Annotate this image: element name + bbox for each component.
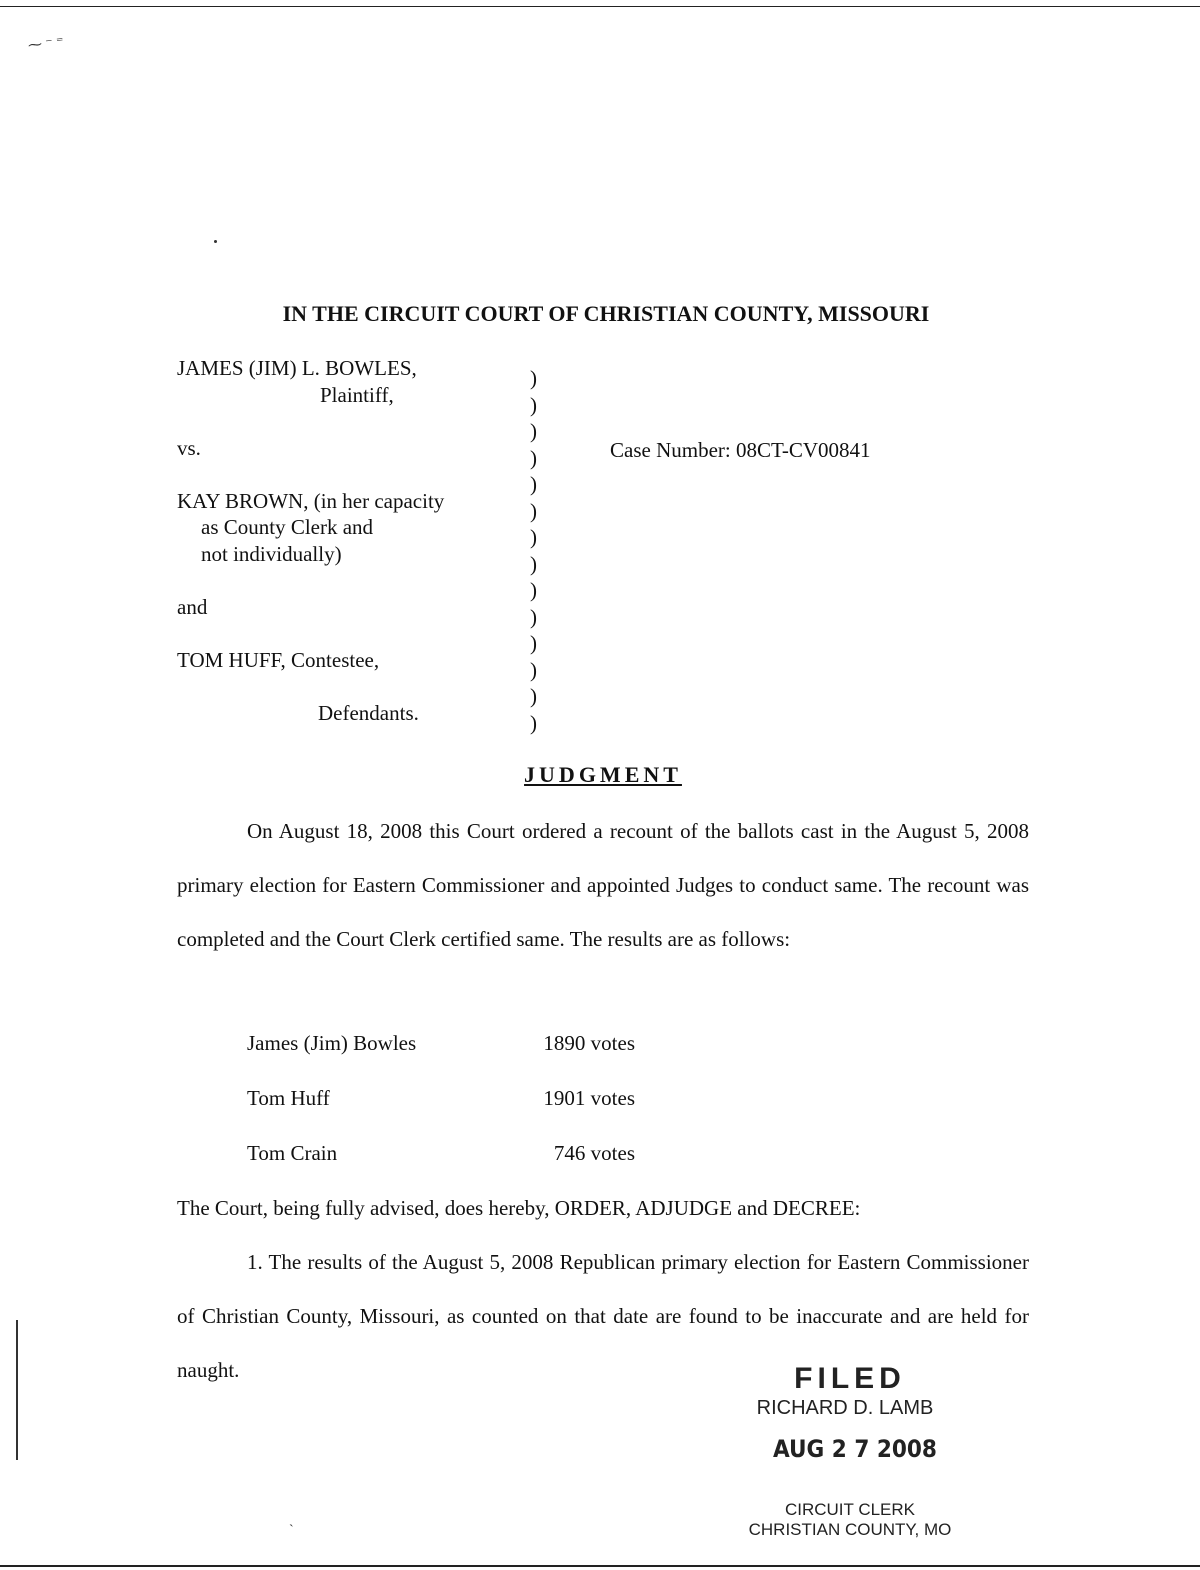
paren: ) [530, 604, 537, 629]
defendant1-line2: as County Clerk and [201, 515, 374, 539]
defendant2-name: TOM HUFF, Contestee, [177, 647, 380, 672]
conjunction: and [177, 594, 208, 619]
defendant1-line3: not individually) [201, 541, 342, 566]
paren: ) [530, 657, 537, 682]
scan-edge-top [0, 6, 1200, 7]
spacer [177, 620, 517, 647]
filed-stamp-clerk-name: RICHARD D. LAMB [756, 1397, 934, 1419]
filed-stamp-label: FILED [794, 1362, 906, 1395]
caption-parentheses [530, 365, 537, 736]
scan-edge-left [16, 1320, 18, 1460]
scan-speck [214, 240, 217, 243]
filed-stamp-clerk-title [730, 1500, 970, 1540]
court-heading: IN THE CIRCUIT COURT OF CHRISTIAN COUNTY, MISSOURI [282, 301, 930, 326]
order-intro: The Court, being fully advised, does hereby, ORDER, ADJUDGE and DECREE: [177, 1196, 861, 1220]
candidate-name: Tom Huff [247, 1086, 330, 1110]
versus-label: vs. [177, 435, 201, 460]
document-title: JUDGMENT [524, 762, 682, 787]
spacer [177, 461, 517, 488]
paren: ) [530, 472, 537, 496]
filed-stamp-date: AUG 2 7 2008 [773, 1435, 937, 1463]
paren: ) [530, 631, 537, 655]
scan-mark: ˋ [289, 1523, 294, 1538]
candidate-name: Tom Crain [247, 1141, 338, 1165]
spacer [177, 673, 517, 700]
defendants-role: Defendants. [318, 700, 419, 725]
paren: ) [530, 498, 537, 523]
paren: ) [530, 710, 537, 735]
spacer [177, 567, 517, 594]
spacer [177, 408, 517, 435]
paren: ) [530, 684, 537, 708]
scan-edge-bottom [0, 1565, 1200, 1567]
clerk-title-line2: CHRISTIAN COUNTY, MO [748, 1520, 952, 1539]
plaintiff-role: Plaintiff, [320, 382, 394, 407]
order-item-1: 1. The results of the August 5, 2008 Republican primary election for Eastern Commissioner of Christian County, Missouri, as counted on that date are found to be inaccurate and are held for naught. [177, 1250, 1029, 1382]
paren: ) [530, 551, 537, 576]
case-number: Case Number: 08CT-CV00841 [610, 438, 871, 462]
defendant1-line1: KAY BROWN, (in her capacity [177, 488, 445, 513]
candidate-votes: 1901 votes [543, 1086, 635, 1110]
paren: ) [530, 392, 537, 417]
paren: ) [530, 445, 537, 470]
caption-left [177, 355, 517, 726]
candidate-name: James (Jim) Bowles [247, 1031, 417, 1055]
paren: ) [530, 578, 537, 602]
paren: ) [530, 366, 537, 390]
recount-paragraph: On August 18, 2008 this Court ordered a recount of the ballots cast in the August 5, 2008 primary election for Eastern Commissioner and appointed Judges to conduct same. The recount was completed and the Court Clerk certified same. The results are as follows: [177, 819, 1029, 951]
paren: ) [530, 419, 537, 443]
handwritten-mark: ⁓ ⁻ ⁼ [27, 35, 65, 54]
plaintiff-name: JAMES (JIM) L. BOWLES, [177, 356, 417, 380]
candidate-votes: 1890 votes [543, 1031, 635, 1055]
paren: ) [530, 525, 537, 549]
clerk-title-line1: CIRCUIT CLERK [784, 1500, 916, 1519]
candidate-votes: 746 votes [553, 1141, 635, 1165]
